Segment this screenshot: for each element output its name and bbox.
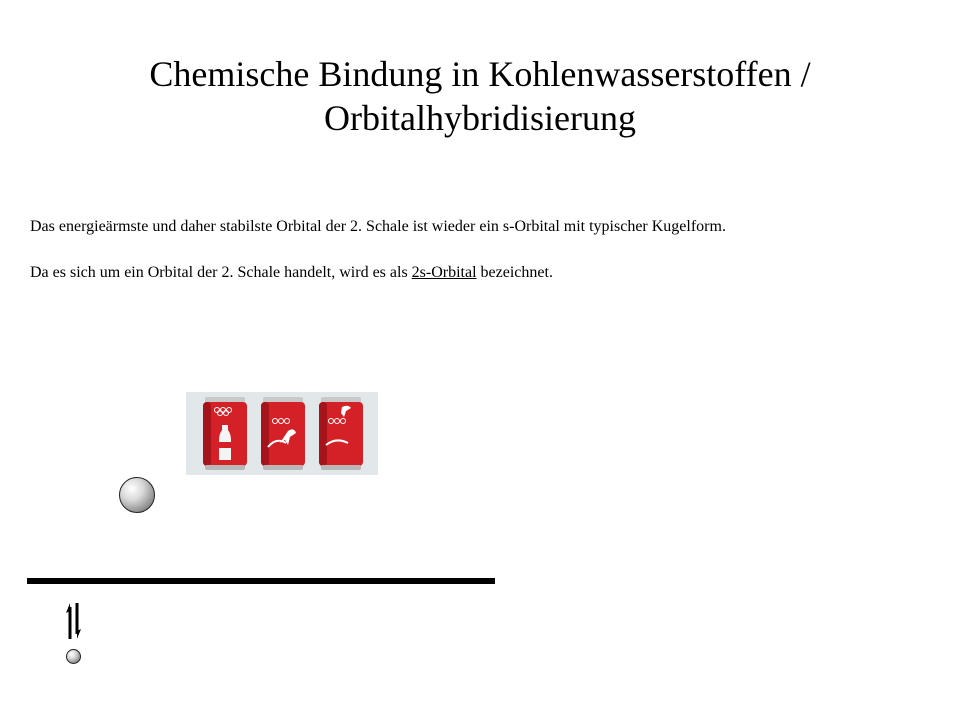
2s-orbital-link[interactable]: 2s-Orbital [411,264,477,281]
energy-level-line [27,578,495,584]
slide-title-line-1: Chemische Bindung in Kohlenwasserstoffen / [149,54,811,94]
paragraph-2 [30,263,553,283]
paragraph-1: Das energieärmste und daher stabilste Orbital der 2. Schale ist wieder ein s-Orbital mit typischer Kugelform. [30,218,726,235]
electron-pair-arrows-icon [62,601,86,641]
cola-can-3 [316,395,366,472]
slide-title-line-2: Orbitalhybridisierung [324,98,636,138]
paragraph-2-text-after: bezeichnet. [476,264,553,281]
slide-title [0,52,960,140]
cola-can-1 [200,395,250,472]
paragraph-2-text-before: Da es sich um ein Orbital der 2. Schale handelt, wird es als [30,264,412,281]
1s-orbital-sphere [66,649,81,664]
cola-cans-image [186,392,378,475]
cola-can-2 [258,395,308,472]
2s-orbital-sphere [119,477,155,513]
